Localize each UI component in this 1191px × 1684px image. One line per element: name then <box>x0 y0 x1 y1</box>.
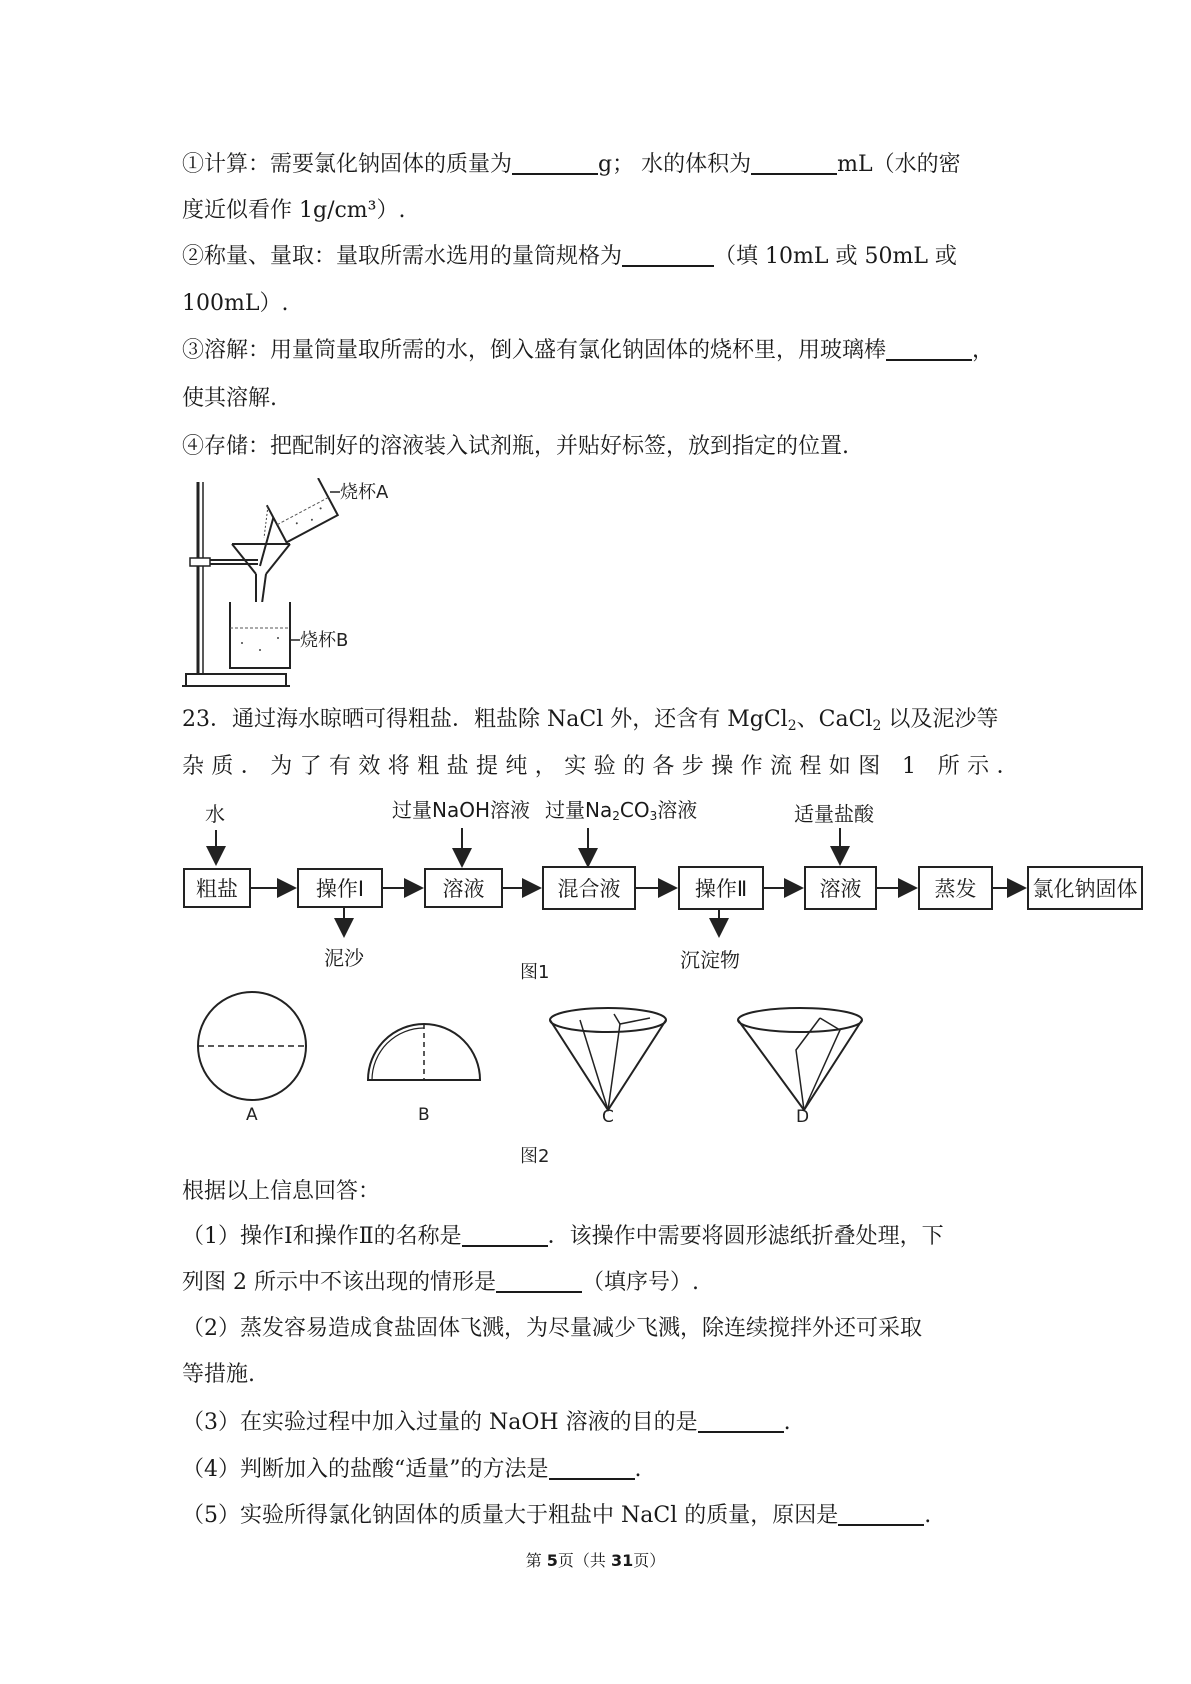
q23-text-c: 以及泥沙等 <box>881 707 999 732</box>
flow-reagent-naoh: 过量NaOH溶液 <box>392 798 530 822</box>
q23-line2: 杂质．为了有效将粗盐提纯，实验的各步操作流程如图 1 所示． <box>182 754 1026 779</box>
answer-blank <box>838 1502 924 1526</box>
figure-2-caption: 图2 <box>520 1146 550 1167</box>
q22-step1-text-c: mL（水的密 <box>837 152 961 177</box>
label-beaker-b: 烧杯B <box>300 630 349 651</box>
answer-blank <box>698 1409 784 1433</box>
figure-2-label-d: D <box>796 1107 810 1127</box>
q23-sub5-text-b: . <box>924 1503 932 1528</box>
q23-text: 23．通过海水晾晒可得粗盐．粗盐除 NaCl 外，还含有 MgCl <box>182 707 788 732</box>
q22-step2-text-b: （填 10mL 或 50mL 或 <box>714 244 957 269</box>
q23-text-b: 、CaCl <box>796 707 873 732</box>
q23-sub1-text: （1）操作Ⅰ和操作Ⅱ的名称是 <box>182 1224 462 1249</box>
q23-sub1-text-d: （填序号）. <box>581 1270 699 1295</box>
figure-2-label-c: C <box>602 1107 614 1127</box>
q22-step3-text: ③溶解：用量筒量取所需的水，倒入盛有氯化钠固体的烧杯里，用玻璃棒 <box>182 338 887 363</box>
page-footer <box>0 1548 1191 1571</box>
q22-step2-text: ②称量、量取：量取所需水选用的量筒规格为 <box>182 244 623 269</box>
answer-blank <box>462 1223 548 1247</box>
page-number: 5 <box>546 1551 558 1570</box>
q23-sub5-line <box>182 1501 931 1531</box>
q23-sub3-line <box>182 1408 791 1438</box>
flow-input-water: 水 <box>205 802 225 826</box>
reagent-text: 过量Na <box>545 798 613 822</box>
q22-step1-text: ①计算：需要氯化钠固体的质量为 <box>182 152 513 177</box>
filter-paper-figure <box>180 990 900 1170</box>
flow-box-crude-salt: 粗盐 <box>183 868 251 908</box>
q23-sub4-line <box>182 1455 642 1485</box>
flow-box-operation-1: 操作Ⅰ <box>297 868 383 908</box>
figure-1-caption: 图1 <box>520 962 550 983</box>
q23-sub4-text-b: . <box>634 1457 642 1482</box>
flow-output-precipitate: 沉淀物 <box>680 948 740 972</box>
figure-2-label-b: B <box>418 1105 430 1125</box>
q23-sub1-text-b: ．该操作中需要将圆形滤纸折叠处理，下 <box>547 1224 944 1249</box>
reagent-text-c: 溶液 <box>657 798 698 822</box>
flow-reagent-hcl: 适量盐酸 <box>794 802 874 826</box>
q22-step1-text-b: g； 水的体积为 <box>598 152 752 177</box>
q22-step1-line2: 度近似看作 1g/cm³）. <box>182 198 406 223</box>
footer-prefix: 第 <box>525 1551 547 1570</box>
q22-step2-line2: 100mL）. <box>182 291 289 316</box>
flow-box-nacl-solid: 氯化钠固体 <box>1027 866 1143 910</box>
reagent-text-b: CO <box>619 798 650 822</box>
flow-box-solution-2: 溶液 <box>804 866 877 910</box>
q22-step3-text-b: ， <box>972 338 995 363</box>
total-pages: 31 <box>611 1551 634 1570</box>
q23-sub1-line2 <box>182 1268 699 1298</box>
flow-reagent-na2co3 <box>545 794 697 823</box>
subscript: 2 <box>787 718 797 734</box>
q23-sub5-text: （5）实验所得氯化钠固体的质量大于粗盐中 NaCl 的质量，原因是 <box>182 1503 839 1528</box>
flow-box-mixture: 混合液 <box>542 866 636 910</box>
subscript: 2 <box>872 718 882 734</box>
flow-box-operation-2: 操作Ⅱ <box>678 866 764 910</box>
q22-step4-line: ④存储：把配制好的溶液装入试剂瓶，并贴好标签，放到指定的位置. <box>182 434 849 459</box>
q23-sub3-text: （3）在实验过程中加入过量的 NaOH 溶液的目的是 <box>182 1410 698 1435</box>
q22-step3-line2: 使其溶解. <box>182 386 277 411</box>
q23-sub1-line1 <box>182 1222 944 1252</box>
flow-output-mud: 泥沙 <box>324 946 364 970</box>
footer-middle: 页（共 <box>557 1551 612 1570</box>
label-beaker-a: 烧杯A <box>340 482 389 503</box>
footer-suffix: 页） <box>633 1551 666 1570</box>
q23-sub2-line2: 等措施. <box>182 1362 255 1387</box>
q23-sub3-text-b: . <box>783 1410 791 1435</box>
subscript: 3 <box>649 809 658 823</box>
answer-blank <box>549 1456 635 1480</box>
flow-box-solution-1: 溶液 <box>424 868 503 908</box>
answer-blank <box>496 1269 582 1293</box>
q23-sub2-line1: （2）蒸发容易造成食盐固体飞溅，为尽量减少飞溅，除连续搅拌外还可采取 <box>182 1316 922 1341</box>
q23-sub4-text: （4）判断加入的盐酸“适量”的方法是 <box>182 1457 549 1482</box>
subscript: 2 <box>612 809 620 823</box>
q23-intro: 根据以上信息回答： <box>182 1179 381 1204</box>
q23-sub1-text-c: 列图 2 所示中不该出现的情形是 <box>182 1270 496 1295</box>
flow-box-evaporate: 蒸发 <box>918 866 993 910</box>
figure-2-label-a: A <box>246 1105 258 1125</box>
